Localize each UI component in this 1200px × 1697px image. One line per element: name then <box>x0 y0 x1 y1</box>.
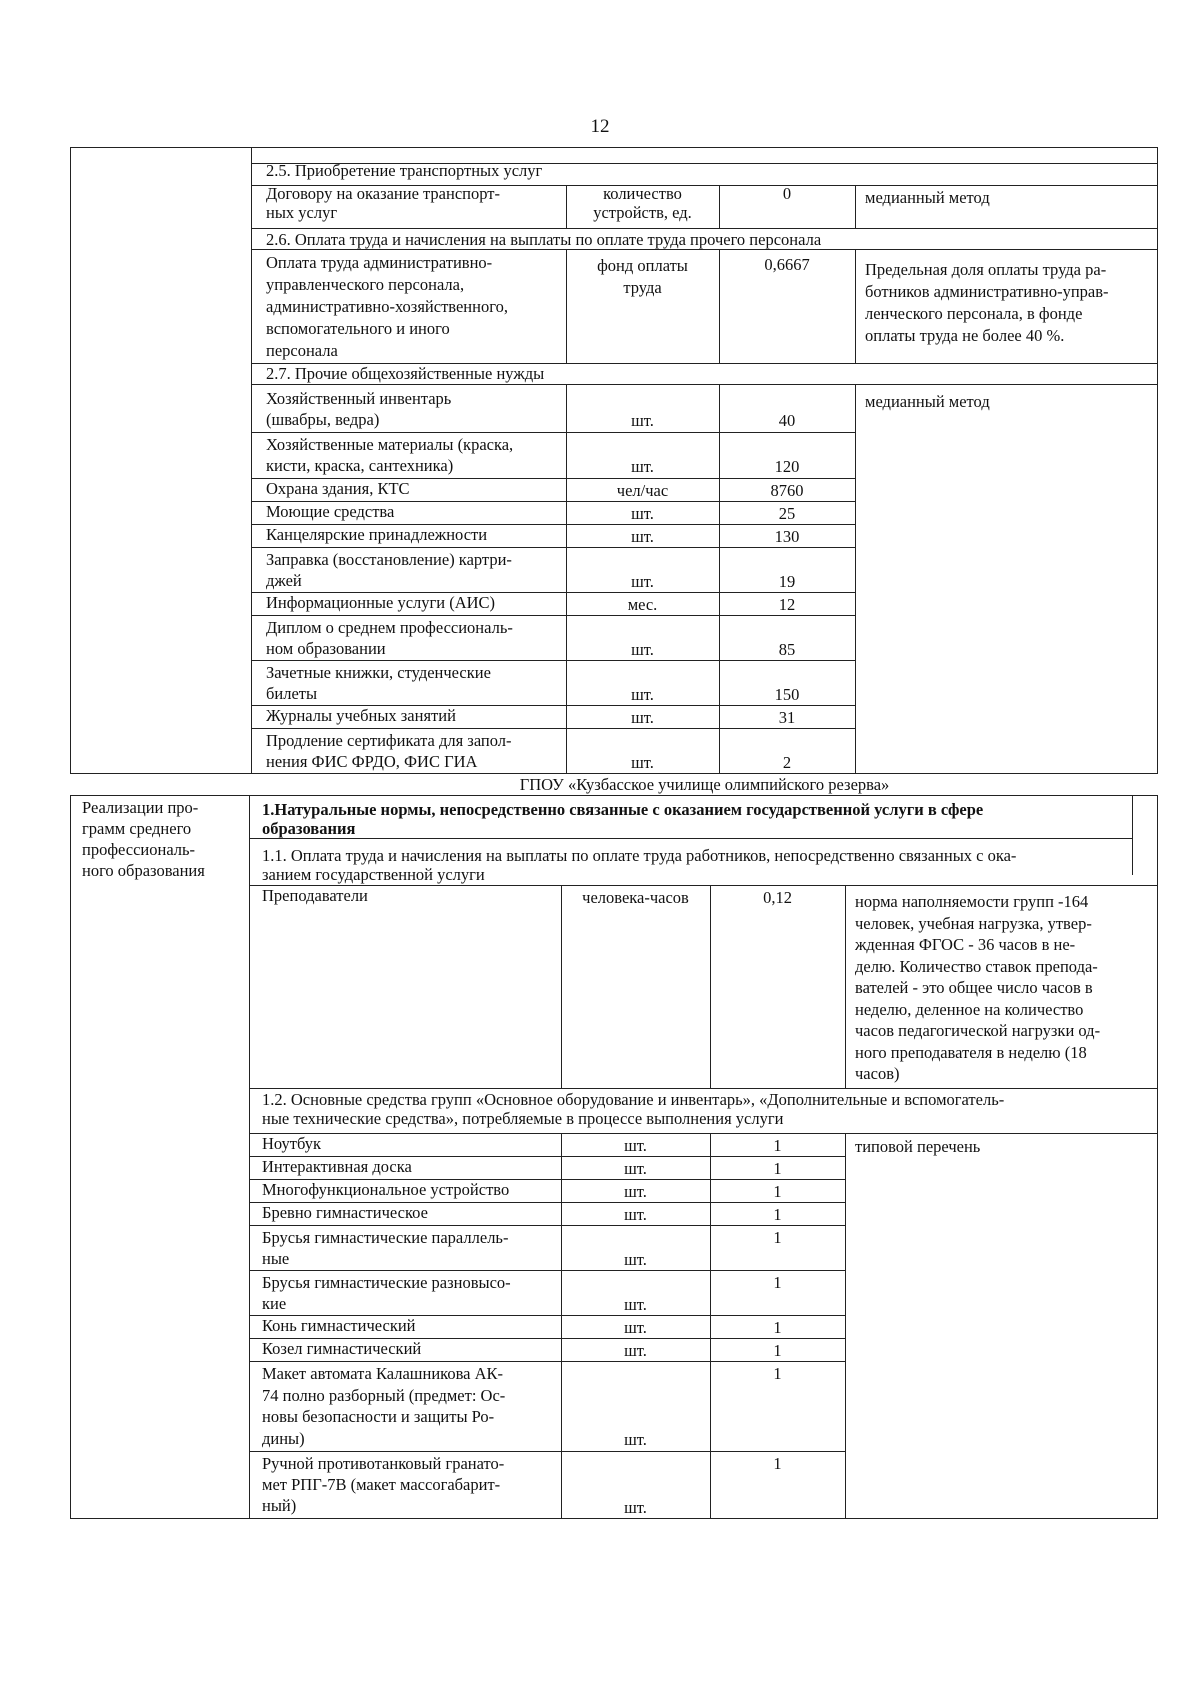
table-row-unit: шт. <box>624 1318 647 1337</box>
table-row-unit: шт. <box>631 708 654 727</box>
table-row-method: норма наполняемости групп -164 человек, учебная нагрузка, утвер- жденная ФГОС - 36 часов в не- делю. Количество ставок препода- вателей - это общее число часов в неделю, деленное на количество часов педагогической нагрузки од- ного преподавателя в неделю (18 часов) <box>855 892 1101 1083</box>
table-row-value: 85 <box>778 640 796 659</box>
table-row-value: 1 <box>773 1205 782 1224</box>
table-row-value: 1 <box>773 1159 782 1178</box>
table-row-name: Диплом о среднем профессиональ- ном образовании <box>266 618 513 658</box>
table-row-unit: шт. <box>631 411 654 430</box>
table-row-value: 31 <box>778 708 796 727</box>
table-row-name: Оплата труда административно- управленческого персонала, административно-хозяйственного, вспомогательного и иного персонала <box>266 253 508 360</box>
section-1-2-method: типовой перечень <box>855 1137 981 1156</box>
table-row-value: 1 <box>773 1136 782 1155</box>
table-row-value: 2 <box>782 753 792 772</box>
table-row-value: 8760 <box>770 481 804 500</box>
table-row-name: Информационные услуги (АИС) <box>266 593 496 612</box>
table-row-name: Канцелярские принадлежности <box>266 525 488 544</box>
table-row-unit: шт. <box>624 1250 647 1269</box>
service-label: Реализации про- грамм среднего профессиональ- ного образования <box>82 798 205 880</box>
page-number: 12 <box>590 116 610 137</box>
table-row-name: Ноутбук <box>262 1134 322 1153</box>
table-row-method: Предельная доля оплаты труда ра- ботников административно-управ- ленческого персонала, в фонде оплаты труда не более 40 %. <box>865 260 1109 345</box>
section-2-5-header: 2.5. Приобретение транспортных услуг <box>266 161 543 180</box>
section-2-7-method: медианный метод <box>865 392 990 411</box>
table-row-unit: шт. <box>631 457 654 476</box>
table-row-value: 40 <box>778 411 796 430</box>
table-row-unit: чел/час <box>616 481 669 500</box>
table-row-value: 1 <box>773 1273 782 1292</box>
table-row-unit: шт. <box>631 527 654 546</box>
table-row-name: Козел гимнастический <box>262 1339 422 1358</box>
table-row-name: Интерактивная доска <box>262 1157 412 1176</box>
table-row-value: 1 <box>773 1228 782 1247</box>
table-row-name: Макет автомата Калашникова АК- 74 полно разборный (предмет: Ос- новы безопасности и защиты Ро- дины) <box>262 1364 506 1448</box>
table-row-value: 1 <box>773 1182 782 1201</box>
table-row-unit: человека-часов <box>582 888 689 907</box>
institution-title: ГПОУ «Кузбасское училище олимпийского резерва» <box>519 775 890 794</box>
section-1-1-header: 1.1. Оплата труда и начисления на выплаты по оплате труда работников, непосредственно связанных с ока- занием государственной услуги <box>262 846 1017 884</box>
table-row-unit: шт. <box>631 685 654 704</box>
table-row-unit: шт. <box>631 572 654 591</box>
table-row-unit: шт. <box>631 640 654 659</box>
table-row-name: Брусья гимнастические параллель- ные <box>262 1228 509 1268</box>
table-row-unit: шт. <box>631 504 654 523</box>
table-row-name: Многофункциональное устройство <box>262 1180 510 1199</box>
table-row-unit: шт. <box>624 1205 647 1224</box>
table-row-unit: шт. <box>624 1498 647 1517</box>
table-row-name: Преподаватели <box>262 886 368 905</box>
table-row-name: Бревно гимнастическое <box>262 1203 428 1222</box>
table-row-value: 25 <box>778 504 796 523</box>
table-row-value: 0,12 <box>763 888 792 907</box>
table-row-name: Заправка (восстановление) картри- джей <box>266 550 512 590</box>
table-row-unit: шт. <box>624 1159 647 1178</box>
table-row-unit: шт. <box>624 1136 647 1155</box>
table-row-value: 1 <box>773 1341 782 1360</box>
table-row-value: 1 <box>773 1364 782 1383</box>
section-1-2-header: 1.2. Основные средства групп «Основное оборудование и инвентарь», «Дополнительные и вспомогатель- ные технические средства», потребляемые в процессе выполнения услуги <box>262 1090 1005 1128</box>
section-2-7-header: 2.7. Прочие общехозяйственные нужды <box>266 364 545 383</box>
table-row-name: Конь гимнастический <box>262 1316 416 1335</box>
table-row-value: 0 <box>782 184 792 203</box>
table-row-name: Охрана здания, КТС <box>266 479 410 498</box>
table-row-unit: шт. <box>631 753 654 772</box>
table-row-name: Хозяйственные материалы (краска, кисти, краска, сантехника) <box>266 435 514 475</box>
table-row-value: 130 <box>774 527 800 546</box>
table-row-name: Договору на оказание транспорт- ных услуг <box>266 184 500 222</box>
section-1-header: 1.Натуральные нормы, непосредственно связанные с оказанием государственной услуги в сфере образования <box>262 800 984 838</box>
table-row-name: Продление сертификата для запол- нения ФИС ФРДО, ФИС ГИА <box>266 731 512 771</box>
table-row-unit: мес. <box>627 595 658 614</box>
table-row-unit: шт. <box>624 1295 647 1314</box>
table-row-unit: количество устройств, ед. <box>593 184 692 222</box>
table-row-method: медианный метод <box>865 188 990 207</box>
table-row-name: Хозяйственный инвентарь (швабры, ведра) <box>266 389 452 429</box>
table-row-value: 1 <box>773 1454 782 1473</box>
table-row-value: 1 <box>773 1318 782 1337</box>
table-row-value: 0,6667 <box>764 255 810 274</box>
table-row-value: 120 <box>774 457 800 476</box>
table-row-name: Моющие средства <box>266 502 395 521</box>
table-row-unit: фонд оплаты труда <box>597 256 688 297</box>
table-row-unit: шт. <box>624 1430 647 1449</box>
section-2-6-header: 2.6. Оплата труда и начисления на выплаты по оплате труда прочего персонала <box>266 230 822 249</box>
table-row-name: Брусья гимнастические разновысо- кие <box>262 1273 511 1313</box>
table-row-name: Журналы учебных занятий <box>266 706 456 725</box>
table-row-value: 12 <box>778 595 796 614</box>
table-row-name: Ручной противотанковый гранато- мет РПГ-7В (макет массогабарит- ный) <box>262 1454 505 1515</box>
table-row-value: 19 <box>778 572 796 591</box>
table-row-unit: шт. <box>624 1182 647 1201</box>
table-row-name: Зачетные книжки, студенческие билеты <box>266 663 491 703</box>
table-row-unit: шт. <box>624 1341 647 1360</box>
table-row-value: 150 <box>774 685 800 704</box>
